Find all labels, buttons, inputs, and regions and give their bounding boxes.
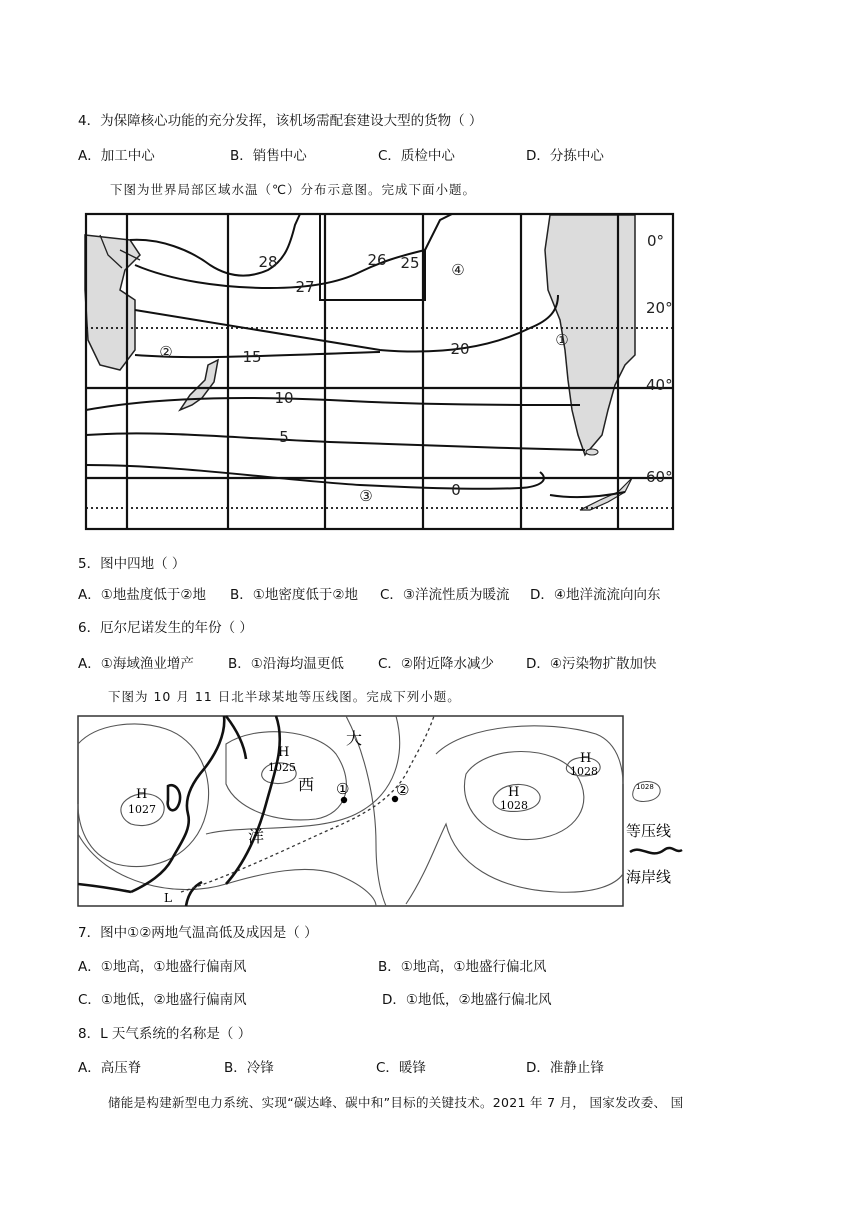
label-yang: 洋 xyxy=(248,827,265,846)
label-da: 大 xyxy=(346,729,363,748)
high-value-1028-center: 1028 xyxy=(500,799,528,812)
lat-label-40: 40° xyxy=(646,376,673,394)
isotherm-label-20: 20 xyxy=(450,340,470,358)
high-value-1027: 1027 xyxy=(128,803,156,816)
isotherm-label-27: 27 xyxy=(295,278,315,296)
isotherm-label-25: 25 xyxy=(400,254,420,272)
q8-option-a: A．高压脊 xyxy=(78,1060,142,1076)
isotherm-label-0: 0 xyxy=(451,481,461,499)
high-label-h-1028-east: H xyxy=(580,751,592,766)
isotherm-20 xyxy=(135,295,558,352)
q4-option-a: A．加工中心 xyxy=(78,148,155,164)
q5-option-d: D．④地洋流流向向东 xyxy=(530,587,661,603)
lat-label-60: 60° xyxy=(646,468,673,486)
landmass-new-zealand xyxy=(180,360,218,410)
q5-option-b: B．①地密度低于②地 xyxy=(230,587,358,603)
isotherm-5 xyxy=(86,433,585,450)
landmass-antarctic-peninsula xyxy=(580,478,632,510)
high-value-1028-east: 1028 xyxy=(570,765,598,778)
q4-option-b: B．销售中心 xyxy=(230,148,307,164)
lat-label-0: 0° xyxy=(647,232,665,250)
high-label-h-1025: H xyxy=(278,745,290,760)
legend-isobar-value: 1028 xyxy=(636,783,654,791)
water-temperature-map xyxy=(80,210,680,535)
tail-paragraph: 储能是构建新型电力系统、实现“碳达峰、碳中和”目标的关键技术。2021 年 7 月， 国家发改委、 国 xyxy=(108,1095,684,1110)
isotherm-0 xyxy=(86,465,625,497)
legend-coastline-label: 海岸线 xyxy=(626,868,672,886)
point-label-2: ② xyxy=(396,781,410,799)
intro-map2: 下图为 10 月 11 日北半球某地等压线图。完成下列小题。 xyxy=(108,689,461,704)
q4-stem: 4．为保障核心功能的充分发挥，该机场需配套建设大型的货物（ ） xyxy=(78,113,483,129)
legend-isobar-label: 等压线 xyxy=(626,822,672,840)
q7-option-b: B．①地高，①地盛行偏北风 xyxy=(378,959,547,975)
q5-option-c: C．③洋流性质为暖流 xyxy=(380,587,510,603)
q6-option-a: A．①海域渔业增产 xyxy=(78,656,194,672)
q4-option-d: D．分拣中心 xyxy=(526,148,604,164)
q7-option-c: C．①地低，②地盛行偏南风 xyxy=(78,992,247,1008)
point-label-1: ① xyxy=(555,331,569,349)
landmass-small-island xyxy=(586,449,598,455)
q6-option-d: D．④污染物扩散加快 xyxy=(526,656,657,672)
isotherm-label-15: 15 xyxy=(242,348,262,366)
q8-stem: 8．L 天气系统的名称是（ ） xyxy=(78,1026,252,1042)
q7-stem: 7．图中①②两地气温高低及成因是（ ） xyxy=(78,925,318,941)
isotherm-label-26: 26 xyxy=(367,251,387,269)
point-label-1: ① xyxy=(336,780,350,798)
isotherm-10 xyxy=(86,398,580,410)
high-value-1025: 1025 xyxy=(268,761,296,774)
q5-option-a: A．①地盐度低于②地 xyxy=(78,587,206,603)
q6-option-b: B．①沿海均温更低 xyxy=(228,656,344,672)
low-label: L xyxy=(164,891,172,905)
isotherm-label-28: 28 xyxy=(258,253,278,271)
isobar-map xyxy=(76,714,686,910)
q7-option-d: D．①地低，②地盛行偏北风 xyxy=(382,992,552,1008)
q6-option-c: C．②附近降水减少 xyxy=(378,656,495,672)
q8-option-c: C．暖锋 xyxy=(376,1060,426,1076)
q7-option-a: A．①地高，①地盛行偏南风 xyxy=(78,959,247,975)
lat-label-20: 20° xyxy=(646,299,673,317)
q8-option-d: D．准静止锋 xyxy=(526,1060,604,1076)
point-label-2: ② xyxy=(159,343,173,361)
isotherm-label-5: 5 xyxy=(279,428,289,446)
label-xi: 西 xyxy=(298,775,315,794)
q6-stem: 6．厄尔尼诺发生的年份（ ） xyxy=(78,620,253,636)
point-label-3: ③ xyxy=(359,487,373,505)
isotherm-label-10: 10 xyxy=(274,389,294,407)
q4-option-c: C．质检中心 xyxy=(378,148,455,164)
q5-stem: 5．图中四地（ ） xyxy=(78,556,186,572)
intro-map1: 下图为世界局部区域水温（℃）分布示意图。完成下面小题。 xyxy=(110,182,477,197)
high-label-h-1028-center: H xyxy=(508,785,520,800)
q8-option-b: B．冷锋 xyxy=(224,1060,274,1076)
point-label-4: ④ xyxy=(451,261,465,279)
high-label-h-1027: H xyxy=(136,787,148,802)
legend-coastline-sample xyxy=(630,848,682,853)
